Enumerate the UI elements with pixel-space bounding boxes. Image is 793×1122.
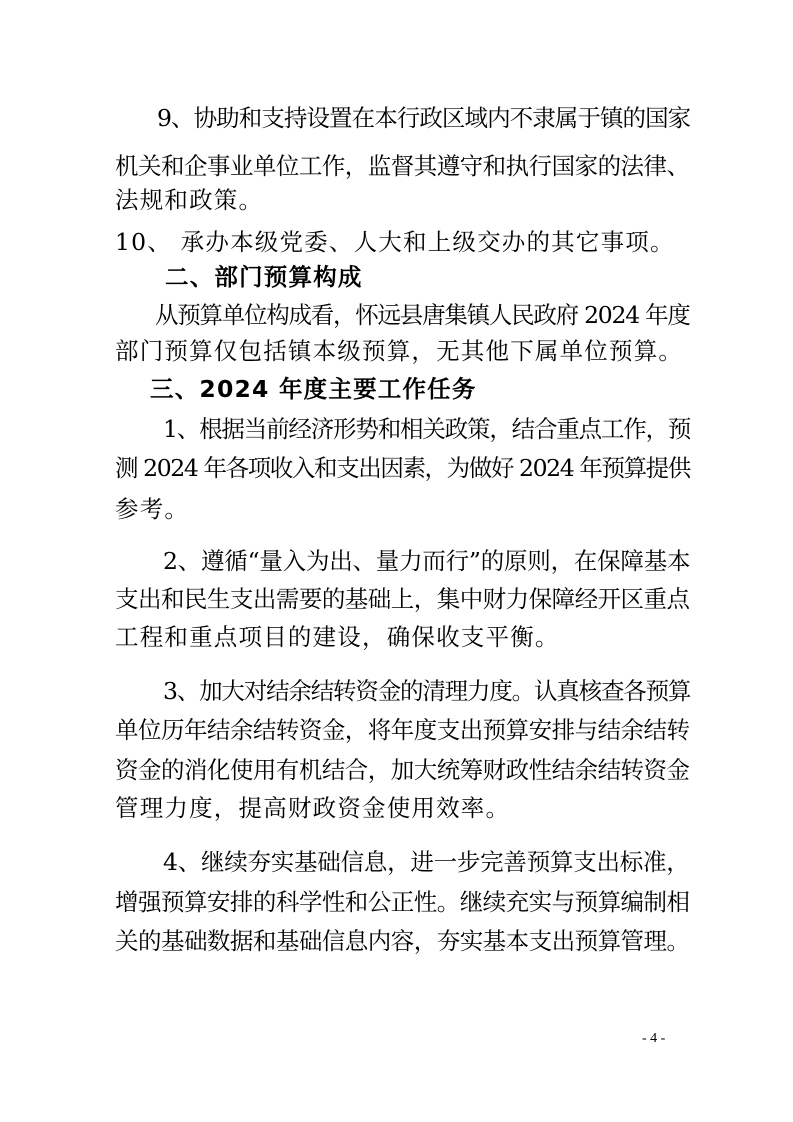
task3-line4: 管理力度，提高财政资金使用效率。 [115, 794, 511, 822]
task1-line3: 参考。 [115, 495, 190, 523]
task4-line3: 关的基础数据和基础信息内容，夯实基本支出预算管理。 [115, 927, 690, 955]
section2-heading: 二、部门预算构成 [165, 263, 363, 291]
item10: 10、 承办本级党委、人大和上级交办的其它事项。 [115, 228, 675, 256]
task3-line1: 3、加大对结余结转资金的清理力度。认真核查各预算 [163, 677, 691, 705]
section2-line2: 部门预算仅包括镇本级预算，无其他下属单位预算。 [115, 337, 684, 365]
task3-line3: 资金的消化使用有机结合，加大统筹财政性结余结转资金 [115, 756, 690, 784]
task2-line1: 2、遵循“量入为出、量力而行”的原则，在保障基本 [163, 547, 691, 575]
section3-heading: 三、2024 年度主要工作任务 [150, 375, 477, 403]
task4-line2: 增强预算安排的科学性和公正性。继续充实与预算编制相 [115, 888, 690, 916]
task2-line3: 工程和重点项目的建设，确保收支平衡。 [115, 623, 560, 651]
task4-line1: 4、继续夯实基础信息，进一步完善预算支出标准， [163, 848, 690, 876]
task1-line2: 测 2024 年各项收入和支出因素，为做好 2024 年预算提供 [115, 454, 690, 482]
section2-line1: 从预算单位构成看，怀远县唐集镇人民政府 2024 年度 [155, 301, 690, 329]
task1-line1: 1、根据当前经济形势和相关政策，结合重点工作，预 [163, 415, 691, 443]
item9-line1: 9、协助和支持设置在本行政区域内不隶属于镇的国家 [157, 104, 691, 132]
task3-line2: 单位历年结余结转资金，将年度支出预算安排与结余结转 [115, 716, 690, 744]
item9-line2: 机关和企事业单位工作，监督其遵守和执行国家的法律、 [115, 152, 690, 180]
item9-line3: 法规和政策。 [115, 186, 264, 214]
task2-line2: 支出和民生支出需要的基础上，集中财力保障经开区重点 [115, 585, 690, 613]
page-number: - 4 - [642, 1031, 666, 1046]
